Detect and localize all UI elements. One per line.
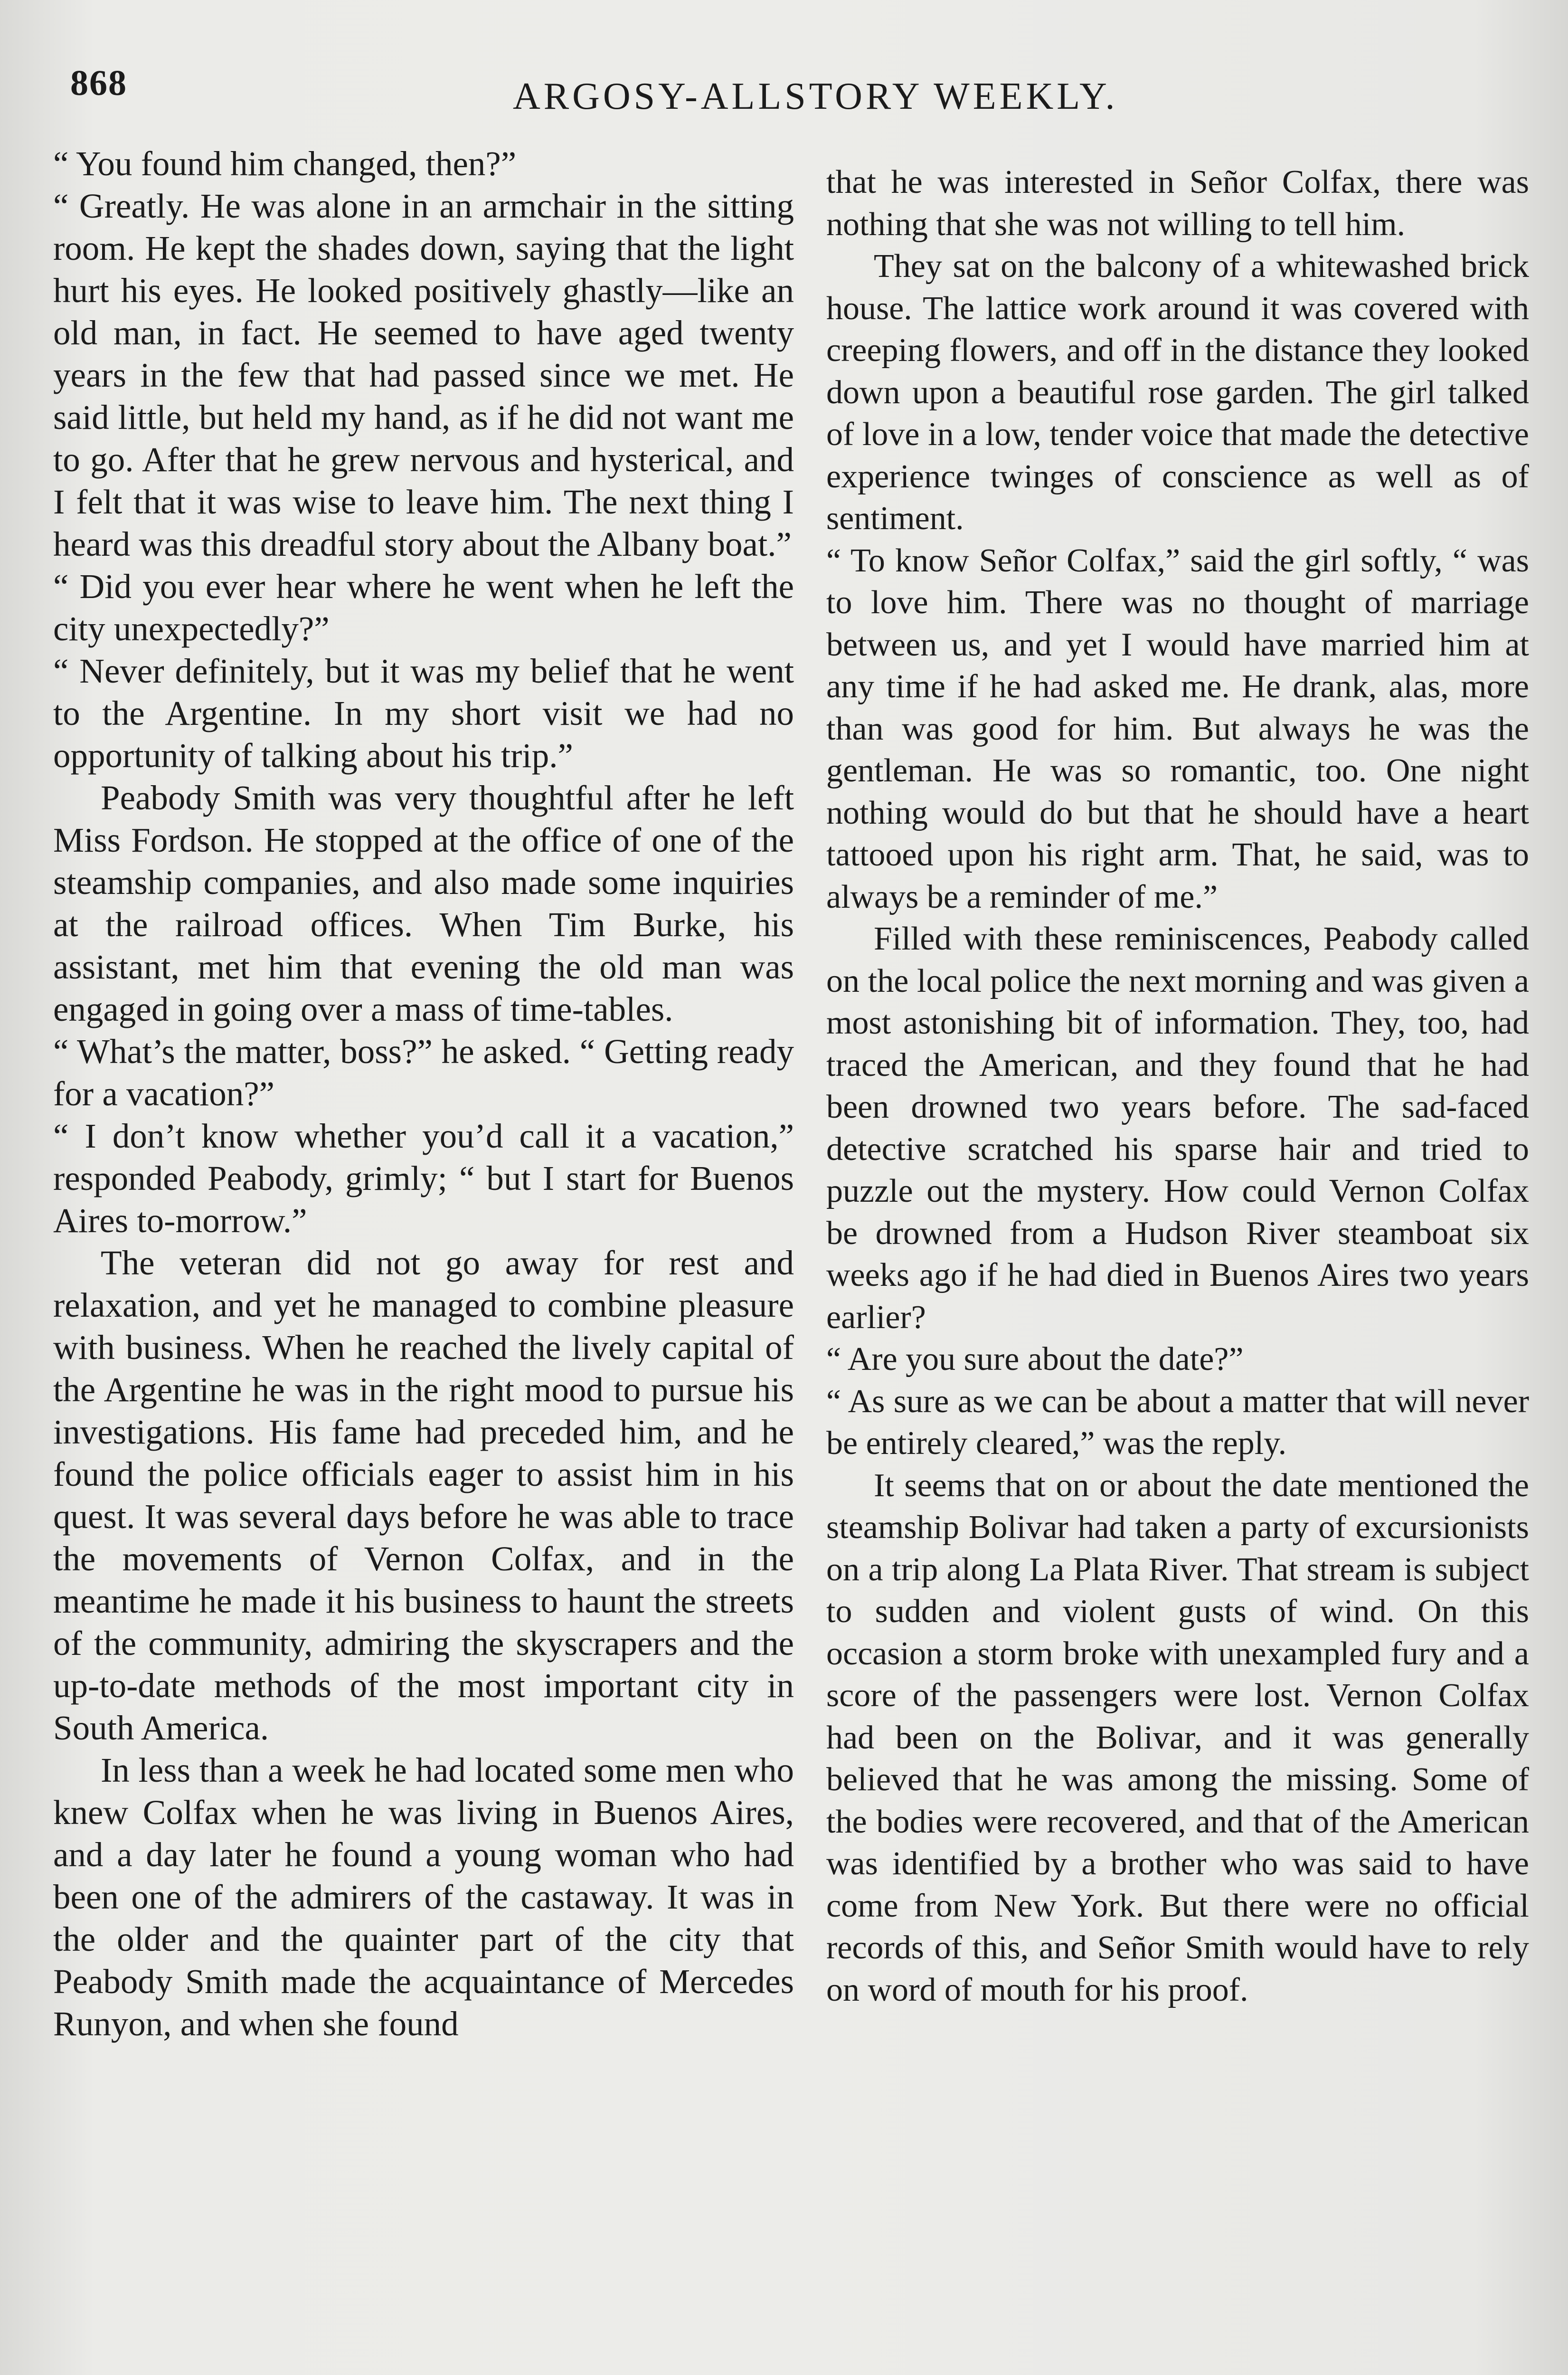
paragraph: Peabody Smith was very thoughtful after he left Miss Fordson. He stopped at the office of one of the steamship companies, and also made some inquiries at the railroad offices. When Tim Burke, his assistant, met him that evening the old man was engaged in going over a mass of time-tables. xyxy=(53,779,794,1028)
paragraph: It seems that on or about the date mentioned the steamship Bolivar had taken a party of excursionists on a trip along La Plata River. That stream is subject to sudden and violent gusts of wind. On this occasion a storm broke with unexampled fury and a score of the passengers were lost. Vernon Colfax had been on the Bolivar, and it was generally believed that he was among the missing. Some of the bodies were recovered, and that of the American was identified by a brother who was said to have come from New York. But there were no official records of this, and Señor Smith would have to rely on word of mouth for his proof. xyxy=(826,1467,1529,2008)
paragraph: “ Are you sure about the date?” xyxy=(826,1341,1244,1378)
paragraph: “ I don’t know whether you’d call it a vacation,” responded Peabody, grimly; “ but I start for Buenos Aires to-morrow.” xyxy=(53,1117,794,1240)
paragraph: “ Did you ever hear where he went when he left the city unexpectedly?” xyxy=(53,567,794,648)
paragraph: They sat on the balcony of a whitewashed brick house. The lattice work around it was covered with creeping flowers, and off in the distance they looked down upon a beautiful rose garden. The girl talked of love in a low, tender voice that made the detective experience twinges of conscience as well as of sentiment. xyxy=(826,248,1529,537)
paragraph: “ As sure as we can be about a matter that will never be entirely cleared,” was the reply. xyxy=(826,1383,1529,1462)
paragraph: “ To know Señor Colfax,” said the girl softly, “ was to love him. There was no thought of marriage between us, and yet I would have married him at any time if he had asked me. He drank, alas, more than was good for him. But always he was the gentleman. He was so romantic, too. One night nothing would do but that he should have a heart tattooed upon his right arm. That, he said, was to always be a reminder of me.” xyxy=(826,542,1529,915)
paragraph: “ Greatly. He was alone in an armchair in the sitting room. He kept the shades down, saying that the light hurt his eyes. He looked positively ghastly—like an old man, in fact. He seemed to have aged twenty years in the few that had passed since we met. He said little, but held my hand, as if he did not want me to go. After that he grew nervous and hysterical, and I felt that it was wise to leave him. The next thing I heard was this dreadful story about the Albany boat.” xyxy=(53,187,794,563)
paragraph: “ You found him changed, then?” xyxy=(53,144,517,183)
paragraph: “ Never definitely, but it was my belief that he went to the Argentine. In my short visit we had no opportunity of talking about his trip.” xyxy=(53,652,794,775)
paragraph: that he was interested in Señor Colfax, there was nothing that she was not willing to tell him. xyxy=(826,164,1529,243)
page-number: 868 xyxy=(70,63,127,103)
right-column xyxy=(826,162,1529,2011)
paragraph: Filled with these reminiscences, Peabody called on the local police the next morning and was given a most astonishing bit of information. They, too, had traced the American, and they found that he had been drowned two years before. The sad-faced detective scratched his sparse hair and tried to puzzle out the mystery. How could Vernon Colfax be drowned from a Hudson River steamboat six weeks ago if he had died in Buenos Aires two years earlier? xyxy=(826,921,1529,1336)
paragraph: In less than a week he had located some men who knew Colfax when he was living in Buenos Aires, and a day later he found a young woman who had been one of the admirers of the castaway. It was in the older and the quainter part of the city that Peabody Smith made the acquaintance of Mercedes Runyon, and when she found xyxy=(53,1751,794,2043)
running-head: ARGOSY-ALLSTORY WEEKLY. xyxy=(513,76,1118,117)
left-column xyxy=(53,142,794,2045)
paragraph: The veteran did not go away for rest and relaxation, and yet he managed to combine pleasure with business. When he reached the lively capital of the Argentine he was in the right mood to pursue his investigations. His fame had preceded him, and he found the police officials eager to assist him in his quest. It was several days before he was able to trace the movements of Vernon Colfax, and in the meantime he made it his business to haunt the streets of the community, admiring the skyscrapers and the up-to-date methods of the most important city in South America. xyxy=(53,1244,794,1747)
paragraph: “ What’s the matter, boss?” he asked. “ Getting ready for a vacation?” xyxy=(53,1032,794,1113)
